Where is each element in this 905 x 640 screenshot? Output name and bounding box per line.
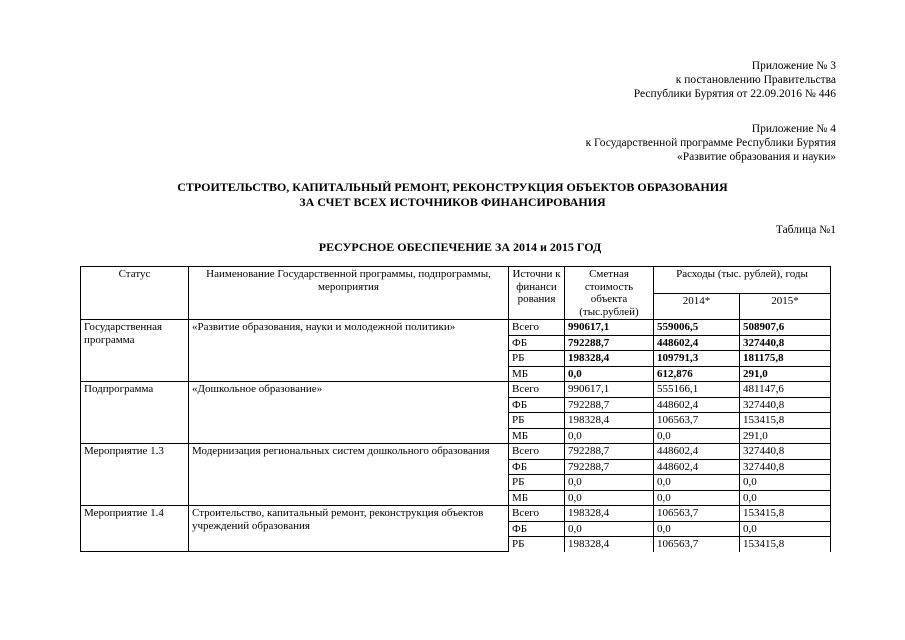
appendix-3-line: Республики Бурятия от 22.09.2016 № 446 xyxy=(633,88,836,100)
cost-cell: 0,0 xyxy=(565,490,654,506)
cost-cell: 792288,7 xyxy=(565,335,654,351)
year-2014-cell: 0,0 xyxy=(654,475,740,491)
source-cell: ФБ xyxy=(509,397,565,413)
source-cell: РБ xyxy=(509,537,565,552)
source-cell: МБ xyxy=(509,428,565,444)
appendix-3-note xyxy=(634,59,836,101)
header-status: Статус xyxy=(81,267,189,320)
cost-cell: 792288,7 xyxy=(565,444,654,460)
year-2015-cell: 181175,8 xyxy=(740,351,831,367)
appendix-3-line: Приложение № 3 xyxy=(751,60,836,72)
cost-cell: 198328,4 xyxy=(565,506,654,522)
table-body xyxy=(81,320,831,552)
year-2015-cell: 153415,8 xyxy=(740,413,831,429)
header-year-2014: 2014* xyxy=(654,293,740,320)
appendix-4-line: «Развитие образования и науки» xyxy=(676,151,836,163)
source-cell: РБ xyxy=(509,351,565,367)
year-2015-cell: 153415,8 xyxy=(740,506,831,522)
year-2014-cell: 106563,7 xyxy=(654,413,740,429)
source-cell: РБ xyxy=(509,475,565,491)
header-expenses: Расходы (тыс. рублей), годы xyxy=(654,267,831,294)
document-title-line-2: ЗА СЧЕТ ВСЕХ ИСТОЧНИКОВ ФИНАНСИРОВАНИЯ xyxy=(299,194,606,209)
table-row xyxy=(81,320,831,336)
year-2014-cell: 0,0 xyxy=(654,490,740,506)
cost-cell: 0,0 xyxy=(565,475,654,491)
name-cell: Модернизация региональных систем дошкольного образования xyxy=(189,444,509,506)
year-2015-cell: 327440,8 xyxy=(740,459,831,475)
year-2015-cell: 327440,8 xyxy=(740,335,831,351)
cost-cell: 990617,1 xyxy=(565,382,654,398)
status-cell: Мероприятие 1.3 xyxy=(81,444,189,506)
status-cell: Мероприятие 1.4 xyxy=(81,506,189,552)
year-2015-cell: 508907,6 xyxy=(740,320,831,336)
table-title: РЕСУРСНОЕ ОБЕСПЕЧЕНИЕ ЗА 2014 и 2015 ГОД xyxy=(318,240,602,254)
year-2015-cell: 291,0 xyxy=(740,428,831,444)
year-2015-cell: 291,0 xyxy=(740,366,831,382)
year-2014-cell: 106563,7 xyxy=(654,506,740,522)
document-title xyxy=(0,180,905,209)
name-cell: Строительство, капитальный ремонт, реконструкция объектов учреждений образования xyxy=(189,506,509,552)
cost-cell: 0,0 xyxy=(565,366,654,382)
year-2015-cell: 481147,6 xyxy=(740,382,831,398)
year-2015-cell: 0,0 xyxy=(740,521,831,537)
cost-cell: 198328,4 xyxy=(565,537,654,552)
header-name: Наименование Государственной программы, подпрограммы, мероприятия xyxy=(189,267,509,320)
source-cell: Всего xyxy=(509,382,565,398)
cost-cell: 198328,4 xyxy=(565,413,654,429)
source-cell: Всего xyxy=(509,320,565,336)
year-2014-cell: 0,0 xyxy=(654,521,740,537)
cost-cell: 792288,7 xyxy=(565,397,654,413)
year-2014-cell: 559006,5 xyxy=(654,320,740,336)
header-source: Источни к финанси рования xyxy=(509,267,565,320)
year-2014-cell: 448602,4 xyxy=(654,444,740,460)
cost-cell: 792288,7 xyxy=(565,459,654,475)
source-cell: Всего xyxy=(509,506,565,522)
year-2015-cell: 327440,8 xyxy=(740,444,831,460)
source-cell: Всего xyxy=(509,444,565,460)
appendix-4-line: к Государственной программе Республики Бурятия xyxy=(585,137,836,149)
year-2014-cell: 448602,4 xyxy=(654,459,740,475)
table-row xyxy=(81,382,831,398)
status-cell: Подпрограмма xyxy=(81,382,189,444)
year-2014-cell: 555166,1 xyxy=(654,382,740,398)
resource-table xyxy=(80,266,831,552)
source-cell: ФБ xyxy=(509,459,565,475)
cost-cell: 198328,4 xyxy=(565,351,654,367)
source-cell: МБ xyxy=(509,366,565,382)
year-2014-cell: 0,0 xyxy=(654,428,740,444)
table-row xyxy=(81,444,831,460)
header-year-2015: 2015* xyxy=(740,293,831,320)
year-2015-cell: 0,0 xyxy=(740,475,831,491)
year-2014-cell: 612,876 xyxy=(654,366,740,382)
cost-cell: 0,0 xyxy=(565,521,654,537)
name-cell: «Развитие образования, науки и молодежной политики» xyxy=(189,320,509,382)
cost-cell: 0,0 xyxy=(565,428,654,444)
source-cell: ФБ xyxy=(509,335,565,351)
year-2015-cell: 327440,8 xyxy=(740,397,831,413)
source-cell: РБ xyxy=(509,413,565,429)
appendix-4-line: Приложение № 4 xyxy=(751,123,836,135)
table-number-label: Таблица №1 xyxy=(775,224,836,236)
cost-cell: 990617,1 xyxy=(565,320,654,336)
year-2014-cell: 109791,3 xyxy=(654,351,740,367)
source-cell: ФБ xyxy=(509,521,565,537)
appendix-4-note xyxy=(586,122,836,164)
document-title-line-1: СТРОИТЕЛЬСТВО, КАПИТАЛЬНЫЙ РЕМОНТ, РЕКОНСТРУКЦИЯ ОБЪЕКТОВ ОБРАЗОВАНИЯ xyxy=(177,180,728,194)
header-cost: Сметная стоимость объекта (тыс.рублей) xyxy=(565,267,654,320)
year-2014-cell: 106563,7 xyxy=(654,537,740,552)
year-2014-cell: 448602,4 xyxy=(654,397,740,413)
table-header-row xyxy=(81,267,831,294)
year-2014-cell: 448602,4 xyxy=(654,335,740,351)
year-2015-cell: 153415,8 xyxy=(740,537,831,552)
appendix-3-line: к постановлению Правительства xyxy=(675,74,836,86)
status-cell: Государственная программа xyxy=(81,320,189,382)
name-cell: «Дошкольное образование» xyxy=(189,382,509,444)
year-2015-cell: 0,0 xyxy=(740,490,831,506)
table-row xyxy=(81,506,831,522)
source-cell: МБ xyxy=(509,490,565,506)
